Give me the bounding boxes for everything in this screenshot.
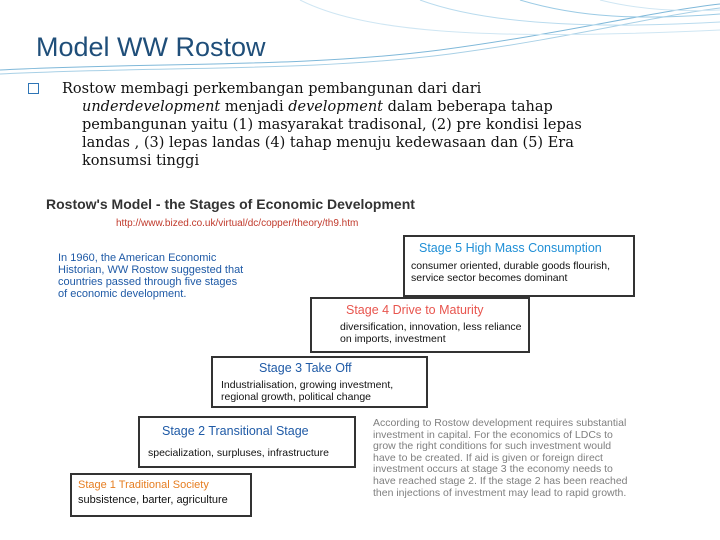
diagram-title: Rostow's Model - the Stages of Economic Development (46, 196, 415, 212)
slide-title: Model WW Rostow (36, 32, 266, 62)
bullet-text-part1: Rostow membagi perkembangan pembangunan dari dari (62, 81, 482, 97)
stage-2-box (138, 416, 356, 468)
stage-3-desc: Industrialisation, growing investment, regional growth, political change (221, 379, 394, 403)
bullet-text-part2: menjadi (220, 99, 289, 115)
stage-1-title: Stage 1 Traditional Society (78, 479, 209, 491)
stage-1-box (70, 473, 252, 517)
bullet-italic-development: development (288, 99, 383, 115)
stage-3-box (211, 356, 428, 408)
bullet-italic-underdevelopment: underdevelopment (82, 99, 221, 115)
stage-3-title: Stage 3 Take Off (259, 361, 352, 375)
stage-5-box (403, 235, 635, 297)
bullet-text (62, 80, 608, 170)
stage-1-desc: subsistence, barter, agriculture (78, 494, 228, 506)
stage-4-box (310, 297, 530, 353)
stage-4-title: Stage 4 Drive to Maturity (346, 303, 484, 317)
bullet-text-part3: dalam beberapa tahap pembangunan yaitu (1) masyarakat tradisonal, (2) pre kondisi lepas landas , (3) lepas landas (4) tahap menuju kedewasaan dan (5) Era konsumsi tinggi (82, 99, 582, 169)
stage-4-desc: diversification, innovation, less reliance on imports, investment (340, 321, 522, 345)
diagram-source-url: http://www.bized.co.uk/virtual/dc/copper/theory/th9.htm (116, 218, 359, 229)
stage-5-desc: consumer oriented, durable goods flourish, service sector becomes dominant (411, 260, 611, 284)
diagram-intro-text: In 1960, the American Economic Historian, WW Rostow suggested that countries passed through five stages of economic development. (58, 252, 244, 300)
rostow-diagram (40, 190, 636, 530)
diagram-note: According to Rostow development requires substantial investment in capital. For the economics of LDCs to grow the right conditions for such investment would have to be created. If aid is given or foreign direct investment occurs at stage 3 the economy needs to have reached stage 2. If the stage 2 has been reached then injections of investment may lead to rapid growth. (373, 417, 628, 499)
bullet-paragraph (28, 80, 608, 170)
stage-5-title: Stage 5 High Mass Consumption (419, 241, 602, 255)
stage-2-title: Stage 2 Transitional Stage (162, 424, 309, 438)
bullet-square-icon (28, 83, 39, 94)
stage-2-desc: specialization, surpluses, infrastructure (148, 447, 329, 459)
